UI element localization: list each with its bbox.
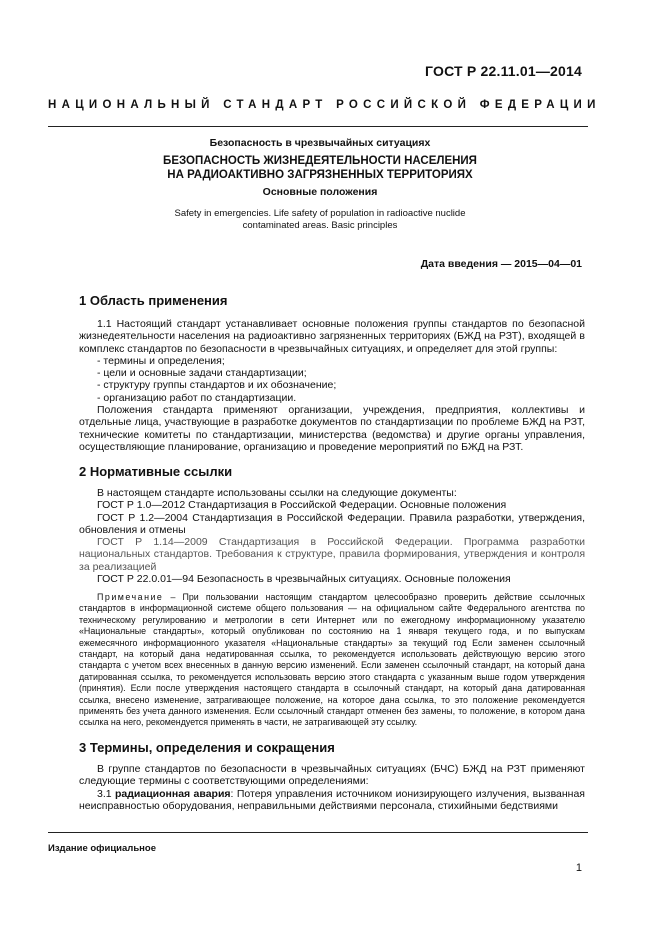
- list-item: - термины и определения;: [97, 354, 225, 367]
- national-standard-heading: НАЦИОНАЛЬНЫЙ СТАНДАРТ РОССИЙСКОЙ ФЕДЕРАЦИИ: [48, 99, 601, 111]
- page-number: 1: [575, 862, 582, 874]
- term-definition: : Потеря управления источником ионизирующего излучения, вызванная неисправностью оборудования, неправильными действиями персонала, стихийными бедствиями: [79, 787, 585, 812]
- list-item: - организацию работ по стандартизации.: [97, 391, 297, 404]
- references-intro: В настоящем стандарте использованы ссылки на следующие документы:: [97, 487, 457, 499]
- basic-principles: Основные положения: [262, 186, 378, 198]
- title-line-2: НА РАДИОАКТИВНО ЗАГРЯЗНЕННЫХ ТЕРРИТОРИЯХ: [167, 169, 473, 181]
- reference-item: ГОСТ Р 22.0.01—94 Безопасность в чрезвычайных ситуациях. Основные положения: [97, 573, 511, 586]
- reference-item: ГОСТ Р 1.2—2004 Стандартизация в Российской Федерации. Правила разработки, утверждения, обновления и отмены: [79, 511, 585, 536]
- introduction-date: Дата введения — 2015—04—01: [420, 258, 582, 270]
- top-divider: [48, 126, 588, 127]
- section-2-note: [79, 592, 585, 729]
- english-title: [48, 208, 592, 232]
- gost-number: ГОСТ Р 22.11.01—2014: [425, 63, 582, 79]
- term-name: радиационная авария: [114, 787, 231, 800]
- list-item: - структуру группы стандартов и их обозначение;: [97, 379, 337, 392]
- section-2-heading: 2 Нормативные ссылки: [79, 464, 233, 479]
- bottom-divider: [48, 832, 588, 833]
- section-1-paragraph-1: 1.1 Настоящий стандарт устанавливает основные положения группы стандартов по безопасной жизнедеятельности населения на радиоактивно загрязненных территориях (БЖД на РЗТ), входящей в комплекс стандартов по безопасности в чрезвычайных ситуациях, и определяет для этой группы:: [79, 318, 585, 355]
- english-title-line-1: Safety in emergencies. Life safety of population in radioactive nuclide: [174, 208, 466, 219]
- title-line-1: БЕЗОПАСНОСТЬ ЖИЗНЕДЕЯТЕЛЬНОСТИ НАСЕЛЕНИЯ: [163, 155, 477, 167]
- official-edition: Издание официальное: [48, 843, 156, 854]
- document-title: [48, 154, 592, 182]
- section-1-body: [79, 318, 585, 453]
- english-title-line-2: contaminated areas. Basic principles: [242, 220, 398, 231]
- section-3-intro: В группе стандартов по безопасности в чрезвычайных ситуациях (БЧС) БЖД на РЗТ применяют следующие термины с соответствующими определениями:: [79, 763, 585, 788]
- term-number: 3.1: [97, 787, 115, 800]
- section-2-body: [79, 487, 585, 585]
- section-3-heading: 3 Термины, определения и сокращения: [79, 740, 335, 755]
- note-text: – При пользовании настоящим стандартом целесообразно проверить действие ссылочных стандартов в информационной системе общего пользования — на официальном сайте Федерального агентства по техническому регулированию и метрологии в сети Интернет или по ежегодному информационному указателю «Национальные стандарты», который опубликован по состоянию на 1 января текущего года, и по выпускам ежемесячного информационного указателя «Национальные стандарты» за текущий год Если заменен ссылочный стандарт, на который дана недатированная ссылка, то рекомендуется использовать действующую версию этого стандарта с учетом всех внесенных в данную версию изменений. Если заменен ссылочный стандарт, на который дана датированная ссылка, то рекомендуется использовать версию этого стандарта с указанным выше годом утверждения (принятия). Если после утверждения настоящего стандарта в ссылочный стандарт, на который дана датированная ссылка, внесено изменение, затрагивающее положение, на которое дана ссылка, то это положение рекомендуется применять без учета данного изменения. Если ссылочный стандарт отменен без замены, то положение, в котором дана ссылка на него, рекомендуется применять в части, не затрагивающей эту ссылку.: [79, 592, 585, 728]
- section-1-paragraph-2: Положения стандарта применяют организации, учреждения, предприятия, коллективы и отдельные лица, участвующие в разработке документов по стандартизации по проблеме БЖД на РЗТ, технические комитеты по стандартизации, министерства (ведомства) и другие органы управления, осуществляющие планирование, организацию и проведение мероприятий по БЖД на РЗТ.: [79, 404, 585, 453]
- section-1-heading: 1 Область применения: [79, 293, 228, 308]
- section-3-body: [79, 763, 585, 812]
- subject-line: Безопасность в чрезвычайных ситуациях: [209, 137, 431, 149]
- term-3-1: [79, 788, 585, 813]
- note-label: Примечание: [97, 592, 164, 602]
- reference-item: ГОСТ Р 1.14—2009 Стандартизация в Российской Федерации. Программа разработки национальных стандартов. Требования к структуре, правила формирования, утверждения и контроля за реализацией: [79, 536, 585, 573]
- list-item: - цели и основные задачи стандартизации;: [97, 367, 307, 380]
- reference-item: ГОСТ Р 1.0—2012 Стандартизация в Российской Федерации. Основные положения: [97, 499, 507, 512]
